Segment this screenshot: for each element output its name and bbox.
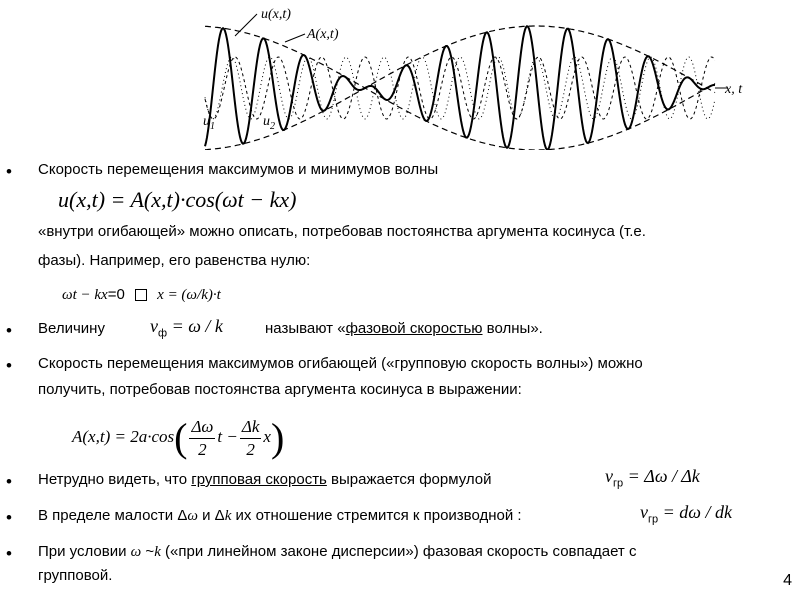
arrow-glyph-box bbox=[135, 289, 147, 301]
label-u1: $u_1$ bbox=[203, 114, 215, 132]
bullet-dot: • bbox=[6, 162, 12, 181]
paragraph-inside-line-1: «внутри огибающей» можно описать, потребовав постоянства аргумента косинуса (т.е. bbox=[38, 223, 646, 240]
bullet-4-text: Нетрудно видеть, что групповая скорость выражается формулой bbox=[38, 471, 492, 488]
axis-label: x, t bbox=[725, 82, 743, 97]
bullet-dot: • bbox=[6, 508, 12, 527]
page-number: 4 bbox=[783, 572, 792, 589]
label-A-pointer bbox=[285, 34, 305, 42]
bullet-3-line-1: Скорость перемещения максимумов огибающей («групповую скорость волны») можно bbox=[38, 355, 643, 372]
equation-phase-zero: ωt − kx=0 x = (ω/k)·t bbox=[62, 286, 221, 303]
bullet-2-label: Величину bbox=[38, 320, 105, 337]
group-velocity-link[interactable]: групповая скорость bbox=[191, 471, 327, 488]
bullet-dot: • bbox=[6, 544, 12, 563]
bullet-dot: • bbox=[6, 472, 12, 491]
bullet-5-text: В пределе малости Δω и Δk их отношение стремится к производной : bbox=[38, 507, 522, 524]
bullet-dot: • bbox=[6, 356, 12, 375]
bullet-3-line-2: получить, потребовав постоянства аргумента косинуса в выражении: bbox=[38, 381, 522, 398]
equation-envelope: A(x,t) = 2a·cos( $\frac{\Delta\omega}{2}$ t − $\frac{\Delta k}{2}$ x) bbox=[72, 415, 285, 461]
bullet-6-line-2: групповой. bbox=[38, 567, 113, 584]
wave-u bbox=[205, 26, 715, 149]
bullet-dot: • bbox=[6, 321, 12, 340]
paragraph-inside-line-2: фазы). Например, его равенства нулю: bbox=[38, 252, 311, 269]
wave-curves bbox=[205, 26, 727, 150]
label-u: u(x,t) bbox=[261, 7, 291, 22]
label-u2: $u_2$ bbox=[263, 114, 275, 132]
wave-packet-figure bbox=[195, 0, 780, 150]
group-velocity-formula: $v_{гр} = \Delta\omega / \Delta k$ bbox=[605, 466, 700, 490]
label-A: A(x,t) bbox=[307, 27, 339, 42]
bullet-2-rest: называют «фазовой скоростью волны». bbox=[265, 320, 543, 337]
bullet-1-text: Скорость перемещения максимумов и минимумов волны bbox=[38, 161, 439, 178]
derivative-formula: $v_{гр} = d\omega$ / dk bbox=[640, 502, 732, 526]
phase-velocity-formula: $v_ф = \omega / k$ bbox=[150, 316, 223, 340]
bullet-6-line-1: При условии ω ~k («при линейном законе дисперсии») фазовая скорость совпадает с bbox=[38, 543, 637, 560]
equation-wave: u(x,t) = A(x,t)·cos(ωt − kx) bbox=[58, 187, 297, 212]
phase-velocity-link[interactable]: фазовой скоростью bbox=[345, 320, 483, 337]
